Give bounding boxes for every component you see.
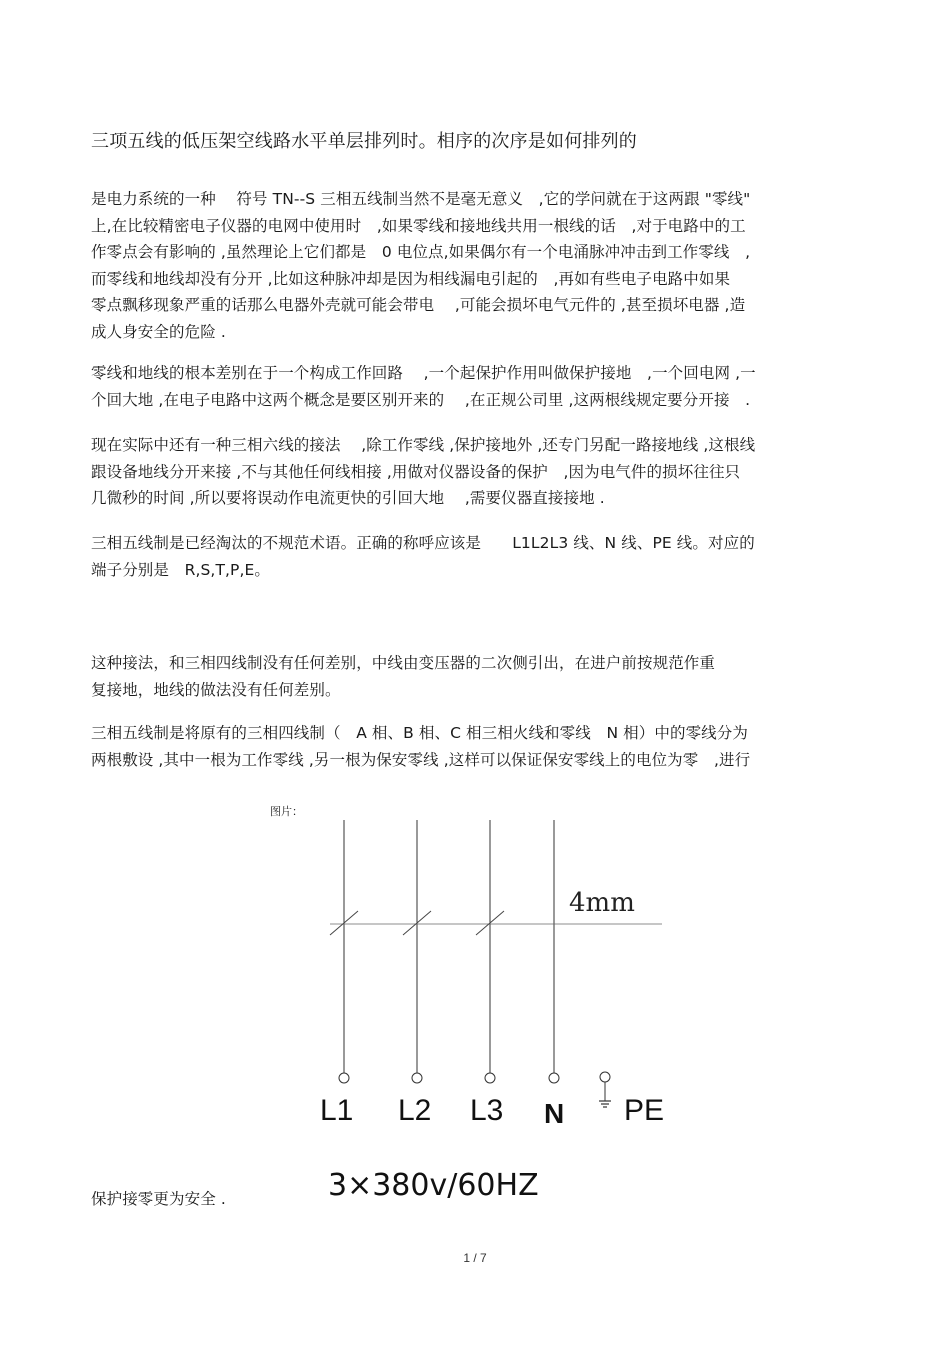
- paragraph-line: 三相五线制是已经淘汰的不规范术语。正确的称呼应该是 L1L2L3 线、N 线、PE 线。对应的: [91, 534, 755, 552]
- paragraph-4: [91, 530, 861, 583]
- paragraph-1: [91, 186, 861, 345]
- paragraph-line: 是电力系统的一种 符号 TN--S 三相五线制当然不是毫无意义 ,它的学问就在于这两跟 "零线": [91, 190, 751, 208]
- terminal-circle: [485, 1073, 495, 1083]
- paragraph-line: 两根敷设 ,其中一根为工作零线 ,另一根为保安零线 ,这样可以保证保安零线上的电位为零 ,进行: [91, 750, 751, 769]
- paragraph-line: 而零线和地线却没有分开 ,比如这种脉冲却是因为相线漏电引起的 ,再如有些电子电路中如果: [91, 269, 731, 288]
- paragraph-line: 成人身安全的危险 .: [91, 322, 226, 341]
- terminal-circle: [549, 1073, 559, 1083]
- terminal-circle: [412, 1073, 422, 1083]
- figure-caption-label: 图片：: [270, 805, 303, 818]
- paragraph-3: [91, 432, 861, 512]
- terminal-label-pe: PE: [624, 1094, 665, 1127]
- paragraph-line: 端子分别是 R,S,T,P,E。: [91, 560, 271, 579]
- paragraph-6: [91, 720, 861, 773]
- paragraph-line: 三相五线制是将原有的三相四线制（ A 相、B 相、C 相三相火线和零线 N 相）中的零线分为: [91, 724, 748, 742]
- terminal-label-l1: L1: [320, 1094, 354, 1127]
- document-title: 三项五线的低压架空线路水平单层排列时。相序的次序是如何排列的: [91, 131, 637, 152]
- paragraph-line: 现在实际中还有一种三相六线的接法 ,除工作零线 ,保护接地外 ,还专门另配一路接地线 ,这根线: [91, 436, 756, 454]
- paragraph-line: 上,在比较精密电子仪器的电网中使用时 ,如果零线和接地线共用一根线的话 ,对于电路中的工: [91, 216, 746, 235]
- terminal-label-n: N: [544, 1098, 565, 1129]
- terminal-label-l3: L3: [470, 1094, 504, 1127]
- paragraph-line: 复接地，地线的做法没有任何差别。: [91, 680, 341, 699]
- paragraph-7: [91, 1186, 861, 1213]
- paragraph-line: 跟设备地线分开来接 ,不与其他任何线相接 ,用做对仪器设备的保护 ,因为电气件的损坏往往只: [91, 462, 741, 481]
- paragraph-line: 零线和地线的根本差别在于一个构成工作回路 ,一个起保护作用叫做保护接地 ,一个回电网 ,一: [91, 364, 756, 382]
- paragraph-line: 个回大地 ,在电子电路中这两个概念是要区别开来的 ,在正规公司里 ,这两根线规定要分开接 .: [91, 390, 751, 409]
- paragraph-line: 这种接法，和三相四线制没有任何差别，中线由变压器的二次侧引出，在进户前按规范作重: [91, 654, 716, 672]
- paragraph-2: [91, 360, 861, 413]
- page-number: 1 / 7: [463, 1251, 487, 1265]
- terminal-label-l2: L2: [398, 1094, 432, 1127]
- paragraph-line: 保护接零更为安全 .: [91, 1190, 226, 1208]
- paragraph-line: 作零点会有影响的 ,虽然理论上它们都是 0 电位点,如果偶尔有一个电涌脉冲冲击到工作零线 ,: [91, 243, 751, 261]
- terminal-circle: [339, 1073, 349, 1083]
- paragraph-line: 几微秒的时间 ,所以要将误动作电流更快的引回大地 ,需要仪器直接接地 .: [91, 489, 605, 507]
- rating-label: 3×380v/60HZ: [328, 1168, 539, 1203]
- paragraph-line: 零点飘移现象严重的话那么电器外壳就可能会带电 ,可能会损坏电气元件的 ,甚至损坏电器 ,造: [91, 296, 746, 314]
- terminal-circle: [600, 1072, 610, 1082]
- wiring-diagram-figure: [262, 795, 682, 1215]
- dimension-label: 4mm: [569, 888, 635, 918]
- paragraph-5: [91, 650, 861, 703]
